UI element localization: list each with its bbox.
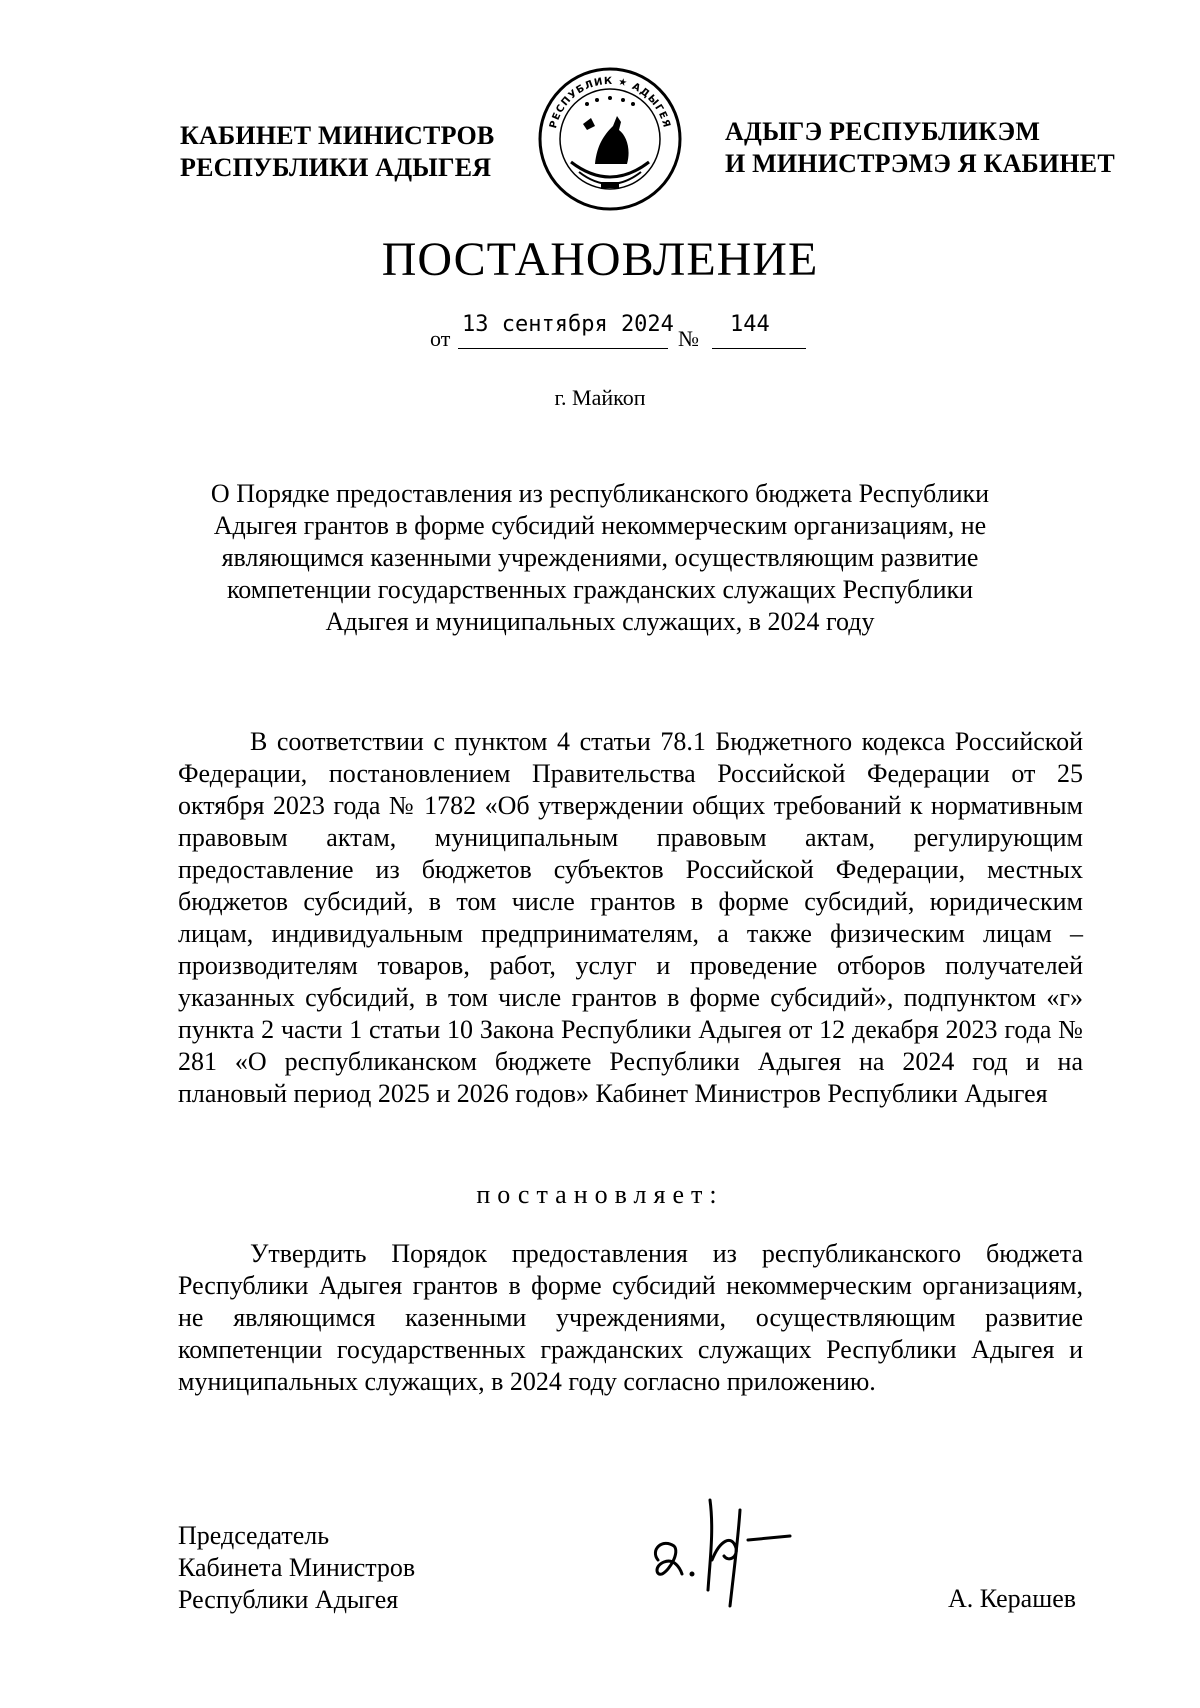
position-line-3: Республики Адыгея	[178, 1585, 399, 1614]
position-line-1: Председатель	[178, 1521, 330, 1550]
preamble-paragraph: В соответствии с пунктом 4 статьи 78.1 Бюджетного кодекса Российской Федерации, постановлением Правительства Российской Федерации от 25 октября 2023 года № 1782 «Об утверждении общих требований к нормативным правовым актам, муниципальным правовым актам, регулирующим предоставление из бюджетов субъектов Российской Федерации, местных бюджетов субсидий, в том числе грантов в форме субсидий, юридическим лицам, индивидуальным предпринимателям, а также физическим лицам – производителям товаров, работ, услуг и проведение отборов получателей указанных субсидий, в том числе грантов в форме субсидий», подпунктом «г» пункта 2 части 1 статьи 10 Закона Республики Адыгея от 12 декабря 2023 года № 281 «О республиканском бюджете Республики Адыгея на 2024 год и на плановый период 2025 и 2026 годов» Кабинет Министров Республики Адыгея	[178, 727, 1083, 1108]
issuer-line-1: АДЫГЭ РЕСПУБЛИКЭМ	[725, 117, 1041, 146]
issuer-name-russian	[180, 120, 494, 184]
date-underline	[458, 348, 668, 349]
number-value: 144	[730, 312, 770, 337]
document-title: ПОСТАНОВЛЕНИЕ	[381, 233, 819, 286]
coat-of-arms-icon	[535, 64, 685, 214]
issuer-line-2: РЕСПУБЛИКИ АДЫГЕЯ	[180, 153, 492, 182]
signer-name: А. Керашев	[948, 1584, 1077, 1613]
position-line-2: Кабинета Министров	[178, 1553, 416, 1582]
decision-paragraph: Утвердить Порядок предоставления из республиканского бюджета Республики Адыгея грантов в форме субсидий некоммерческим организациям, не являющимся казенными учреждениями, осуществляющим развитие компетенции государственных гражданских служащих Республики Адыгея и муниципальных служащих, в 2024 году согласно приложению.	[178, 1239, 1083, 1396]
number-underline	[712, 348, 806, 349]
signatory-position	[178, 1520, 415, 1616]
subject-heading: О Порядке предоставления из республиканского бюджета Республики Адыгея грантов в форме субсидий некоммерческим организациям, не являющимся казенными учреждениями, осуществляющим развитие компетенции государственных гражданских служащих Республики Адыгея и муниципальных служащих, в 2024 году	[210, 479, 990, 636]
handwritten-signature-icon	[640, 1490, 810, 1610]
issuer-name-adyghe	[725, 116, 1115, 180]
issuer-line-2: И МИНИСТРЭМЭ Я КАБИНЕТ	[725, 149, 1115, 178]
number-label: №	[678, 326, 699, 351]
svg-text:РЕСПУБЛИК ★ АДЫГЕЯ: РЕСПУБЛИК ★ АДЫГЕЯ	[548, 75, 672, 130]
city: г. Майкоп	[554, 385, 646, 410]
issuer-line-1: КАБИНЕТ МИНИСТРОВ	[180, 121, 495, 150]
date-value: 13 сентября 2024	[462, 312, 674, 337]
resolves-heading: постановляет:	[476, 1180, 724, 1209]
date-number-row	[430, 308, 850, 352]
date-from-label: от	[430, 326, 451, 351]
